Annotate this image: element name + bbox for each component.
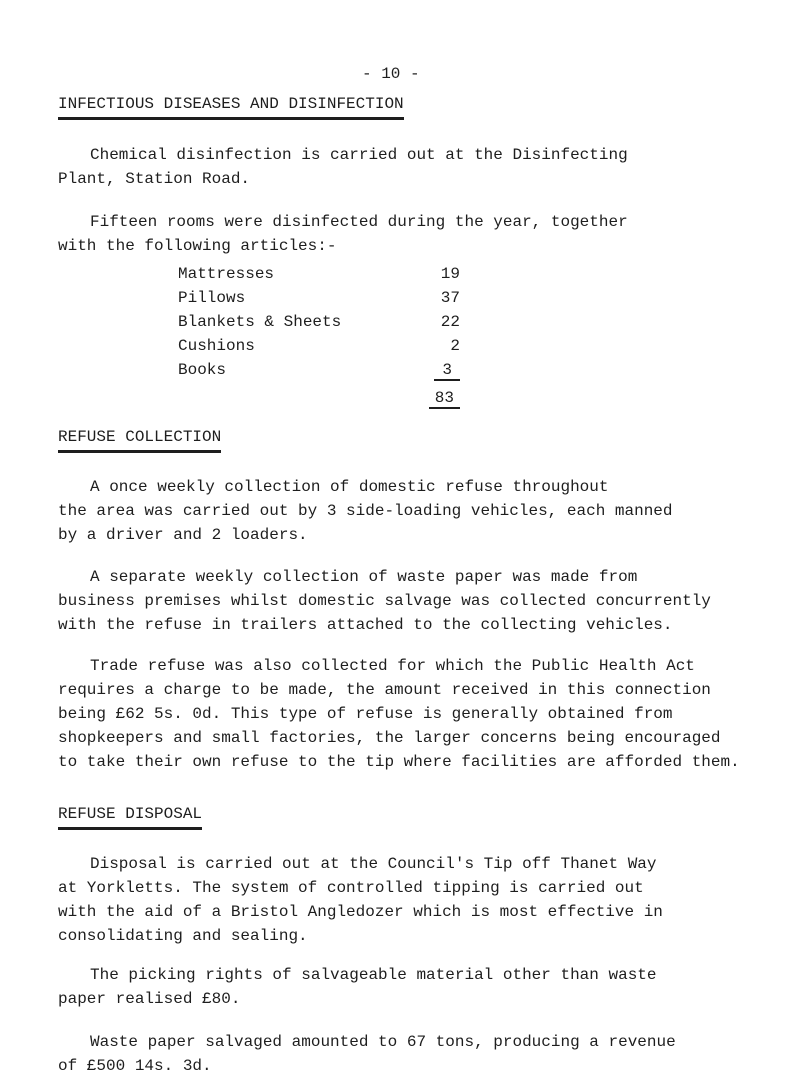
paragraph-line: the area was carried out by 3 side-loading vehicles, each manned <box>58 502 673 520</box>
paragraph-line: with the aid of a Bristol Angledozer which is most effective in <box>58 903 663 921</box>
article-name: Pillows <box>178 289 246 307</box>
article-name: Blankets & Sheets <box>178 313 342 331</box>
paragraph <box>58 654 740 774</box>
article-name: Mattresses <box>178 265 275 283</box>
paragraph-line: Trade refuse was also collected for which the Public Health Act <box>90 657 695 675</box>
page-number: - 10 - <box>362 65 420 83</box>
article-name: Cushions <box>178 337 255 355</box>
articles-total <box>400 386 460 410</box>
paragraph-line: consolidating and sealing. <box>58 927 308 945</box>
paragraph-line: to take their own refuse to the tip where facilities are afforded them. <box>58 753 740 771</box>
section-heading-disinfection: INFECTIOUS DISEASES AND DISINFECTION <box>58 94 404 120</box>
paragraph-line: Plant, Station Road. <box>58 170 251 188</box>
paragraph-line: A separate weekly collection of waste paper was made from <box>90 568 638 586</box>
paragraph-line: requires a charge to be made, the amount received in this connection <box>58 681 711 699</box>
article-count: 2 <box>450 337 460 355</box>
article-count: 22 <box>440 313 460 331</box>
article-count: 37 <box>440 289 460 307</box>
paragraph-line: with the refuse in trailers attached to the collecting vehicles. <box>58 616 673 634</box>
paragraph <box>58 210 628 258</box>
paragraph-line: at Yorkletts. The system of controlled tipping is carried out <box>58 879 644 897</box>
paragraph-line: shopkeepers and small factories, the larger concerns being encouraged <box>58 729 721 747</box>
article-count-underlined: 3 <box>434 361 460 381</box>
article-count: 19 <box>440 265 460 283</box>
paragraph <box>58 852 663 948</box>
paragraph <box>58 565 711 637</box>
article-name: Books <box>178 361 227 379</box>
paragraph <box>58 963 657 1011</box>
paragraph-line: The picking rights of salvageable material other than waste <box>90 966 657 984</box>
paragraph-line: business premises whilst domestic salvage was collected concurrently <box>58 592 711 610</box>
paragraph-line: Fifteen rooms were disinfected during the year, together <box>90 213 628 231</box>
paragraph-line: Waste paper salvaged amounted to 67 tons, producing a revenue <box>90 1033 676 1051</box>
paragraph-line: paper realised £80. <box>58 990 241 1008</box>
paragraph-line: of £500 14s. 3d. <box>58 1057 212 1075</box>
articles-total-underlined: 83 <box>429 389 460 409</box>
paragraph <box>58 475 673 547</box>
paragraph-line: A once weekly collection of domestic refuse throughout <box>90 478 609 496</box>
paragraph-line: by a driver and 2 loaders. <box>58 526 308 544</box>
section-heading-disposal: REFUSE DISPOSAL <box>58 804 202 830</box>
section-heading-collection: REFUSE COLLECTION <box>58 427 221 453</box>
paragraph <box>58 143 628 191</box>
paragraph-line: with the following articles:- <box>58 237 337 255</box>
paragraph <box>58 1030 676 1078</box>
paragraph-line: Disposal is carried out at the Council's Tip off Thanet Way <box>90 855 657 873</box>
article-count <box>400 358 460 382</box>
paragraph-line: Chemical disinfection is carried out at the Disinfecting <box>90 146 628 164</box>
paragraph-line: being £62 5s. 0d. This type of refuse is generally obtained from <box>58 705 673 723</box>
